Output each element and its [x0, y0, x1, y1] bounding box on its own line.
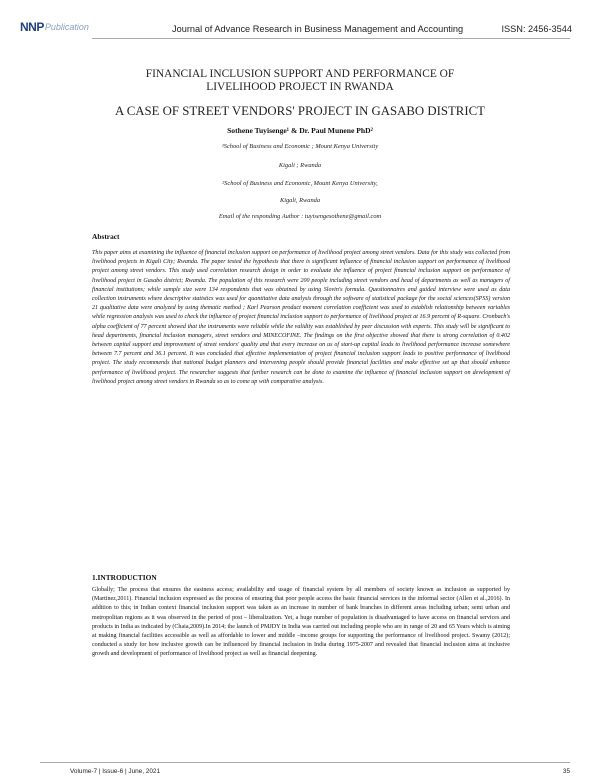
logo-mark: NNP	[20, 20, 44, 34]
affiliation-2: ²School of Business and Economic, Mount Kenya University,	[222, 180, 378, 187]
footer-divider	[40, 762, 570, 763]
publisher-logo	[20, 20, 89, 34]
issn: ISSN: 2456-3544	[501, 24, 572, 34]
logo-text: Publication	[44, 22, 89, 32]
header-divider	[92, 38, 570, 39]
paper-title-line-2: LIVELIHOOD PROJECT IN RWANDA	[206, 81, 394, 93]
corresponding-email: Email of the responding Author : tuyisengesothene@gmail.com	[218, 213, 382, 220]
abstract-heading: Abstract	[92, 232, 120, 241]
journal-name: Journal of Advance Research in Business Management and Accounting	[172, 24, 464, 34]
affiliation-2-location: Kigali, Rwanda	[279, 197, 321, 204]
paper-subtitle: A CASE OF STREET VENDORS' PROJECT IN GASABO DISTRICT	[115, 104, 485, 118]
introduction-text: Globally; The process that ensures the easiness access; availability and usage of financial system by all members of society known as inclusion as supported by (Martinez,2011). Financial inclusion expressed as the process of ensuring that poor people access the basic financial services in the informal sector (Allen et al.,2016). In addition to this; in Indian context financial inclusion support was taken as an increase in number of bank branches in different areas including urban; semi urban and metropolitan regions as it was observed in the period of post – liberalization. Yet, a huge number of population is disadvantaged to have access on financial services and products in India as indicated by (Chaia,2009).In 2014; the launch of PMJDY in India was carried out including people who are in range of 20 and 65 Years which is aiming at making financial facilities accessible as well as affordable to lower and middle –income groups for supporting the performance of livelihood project. Swamy (2012); conducted a study for how inclusive growth can be influenced by financial inclusion in India during 1975-2007 and revealed that financial inclusion aims at inclusive growth and development of performance of livelihood project as well as financial deepening.	[92, 587, 510, 658]
affiliation-1: ¹School of Business and Economic ; Mount Kenya University	[221, 143, 379, 150]
introduction-heading: 1.INTRODUCTION	[92, 573, 157, 582]
abstract-text: This paper aims at examining the influence of financial inclusion support on performance of livelihood project among street vendors. Data for this study was collected from livelihood projects in Kigali City; Rwanda. The paper tested the hypothesis that there is significant influence of financial inclusion support on performance of livelihood project among street vendors. This study used correlation research design in order to evaluate the influence of project financial inclusion support on performance of livelihood project in Gasabo district; Rwanda. The population of this research were 200 people including street vendors and head of departments as well as managers of financial institutions; while sample size were 134 respondents that was obtained by using Slovin's formula. Questionnaires and guided interview were used as data collection instruments where descriptive statistics was used for quantitative data analysis through the software of statistical package for the social sciences(SPSS) version 21 qualitative data were analyzed by using thematic method ; Karl Pearson product moment correlation coefficient was used to establish relationship between variables while regression analysis was used to check the influence of project financial inclusion support to performance of livelihood project at 16.9 percent of R-square. Cronbach's alpha coefficient of 77 percent showed that the instruments were reliable while the validity was established by peer discussion with experts. This study will be significant to head departments, financial inclusion managers, street vendors and MINECOFINE. The findings on the first objective showed that there is strong correlation of 0.402 between capital support and improvement of street vendors' quality and that every increase on us of start-up capital leads to livelihood performance increase somewhere between 7.7 percent and 36.1 percent. It was concluded that effective implementation of project financial inclusion support leads to positive performance of livelihood project. The study recommends that national budget planners and intervening people should provide financial facilities and make effective set up that should enhance performance of livelihood project. The researcher suggests that further research can be done to examine the influence of financial inclusion support on development of livelihood project among street vendors in Rwanda so as to come up with comparative analysis.	[92, 250, 510, 385]
affiliation-1-location: Kigali ; Rwanda	[278, 162, 322, 169]
authors: Sothene Tuyisenge¹ & Dr. Paul Munene PhD²	[227, 126, 373, 135]
paper-title-line-1: FINANCIAL INCLUSION SUPPORT AND PERFORMANCE OF	[145, 68, 455, 80]
page-number: 35	[562, 768, 570, 775]
volume-issue: Volume-7 | Issue-6 | June, 2021	[70, 768, 161, 775]
page-header	[20, 18, 580, 40]
